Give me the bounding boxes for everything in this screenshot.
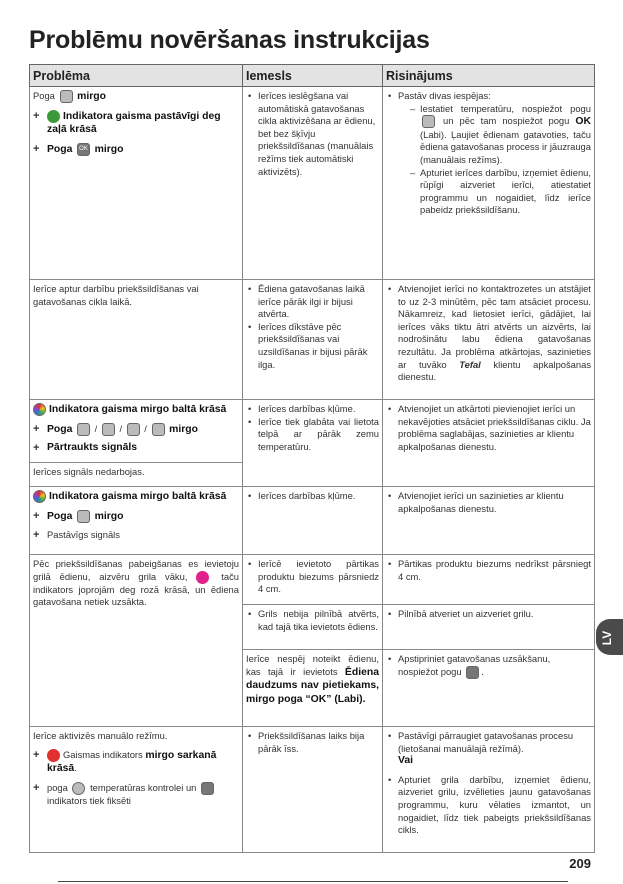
header-problem: Problēma bbox=[30, 65, 243, 87]
solution-cell: • Pārtikas produktu biezums nedrīkst pārsniegt 4 cm. bbox=[383, 555, 595, 605]
table-row bbox=[30, 87, 595, 280]
program-button-icon bbox=[77, 423, 90, 436]
ok-button-icon bbox=[466, 666, 479, 679]
table-header-row bbox=[30, 65, 595, 87]
language-tab: LV bbox=[596, 619, 623, 655]
program-button-icon bbox=[102, 423, 115, 436]
header-solution: Risinājums bbox=[383, 65, 595, 87]
thermometer-button-icon bbox=[60, 90, 73, 103]
problem-cell: Pēc priekšsildīšanas pabeigšanas es ievietoju grilā ēdienu, aizvēru grila vāku, taču indikators joprojām deg rozā krāsā, un ēdiena gatavošana netiek uzsākta. bbox=[30, 555, 243, 727]
cause-cell: • Ēdiena gatavošanas laikā ierīce pārāk ilgi ir bijusi atvērta. • Ierīces dīkstāve pēc priekšsildīšanas vai uzsildīšanas ir bijusi pārāk ilga. bbox=[243, 280, 383, 400]
thermometer-button-icon bbox=[422, 115, 435, 128]
solution-cell: • Atvienojiet un atkārtoti pievienojiet ierīci un nekavējoties atsāciet priekšsildīšanas ciklu. Ja problēma saglabājas, sazinieties ar klientu apkalpošanas dienestu. bbox=[383, 400, 595, 487]
cause-cell: • Ierīces darbības kļūme. bbox=[243, 487, 383, 555]
solution-cell: • Atvienojiet ierīci un sazinieties ar klientu apkalpošanas dienestu. bbox=[383, 487, 595, 555]
cause-cell: Ierīce nespēj noteikt ēdienu, kas tajā ir ievietots Ēdiena daudzums nav pietiekams, mirgo poga “OK” (Labi). bbox=[243, 650, 383, 727]
program-button-icon bbox=[77, 510, 90, 523]
problem-cell: Poga mirgo + Indikatora gaisma pastāvīgi deg zaļā krāsā + Poga OK mirgo bbox=[30, 87, 243, 280]
troubleshooting-table bbox=[29, 64, 595, 853]
table-row bbox=[30, 487, 595, 555]
table-row bbox=[30, 280, 595, 400]
solution-cell: • Apstipriniet gatavošanas uzsākšanu, nospiežot pogu . bbox=[383, 650, 595, 727]
pink-indicator-icon bbox=[196, 571, 209, 584]
header-cause: Iemesls bbox=[243, 65, 383, 87]
solution-cell: • Pastāvīgi pārraugiet gatavošanas procesu (lietošanai manuālajā režīmā). Vai • Apturiet grila darbību, izņemiet ēdienu, aizveriet grilu, izvēlieties jaunu gatavošanas programmu, kuru vēlaties izmantot, un nogaidiet, līdz tiek pabeigts priekšsildīšanas cikls. bbox=[383, 727, 595, 853]
solution-cell: • Atvienojiet ierīci no kontaktrozetes un atstājiet to uz 2-3 minūtēm, pēc tam atsāciet procesu. Nākamreiz, kad lietosiet ierīci, gādājiet, lai ierīces vāks tiktu ātri atvērts un aizvērts, lai nodrošinātu labu ēdiena gatavošanas rezultātu. Ja problēma atkārtojas, sazinieties ar tuvāko Tefal klientu apkalpošanas dienestu. bbox=[383, 280, 595, 400]
problem-cell: Indikatora gaisma mirgo baltā krāsā + Poga mirgo + Pastāvīgs signāls bbox=[30, 487, 243, 555]
white-indicator-icon bbox=[33, 403, 46, 416]
cause-cell: • Ierīcē ievietoto pārtikas produktu biezums pārsniedz 4 cm. bbox=[243, 555, 383, 605]
cause-cell: • Ierīces darbības kļūme. • Ierīce tiek glabāta vai lietota telpā ar pārāk zemu temperatūru. bbox=[243, 400, 383, 487]
footer-rule bbox=[58, 881, 568, 882]
white-indicator-icon bbox=[33, 490, 46, 503]
red-indicator-icon bbox=[47, 749, 60, 762]
page-title: Problēmu novēršanas instrukcijas bbox=[29, 26, 430, 54]
table-row bbox=[30, 727, 595, 853]
problem-cell: Ierīce aptur darbību priekšsildīšanas vai gatavošanas cikla laikā. bbox=[30, 280, 243, 400]
program-button-icon bbox=[152, 423, 165, 436]
temperature-knob-icon bbox=[72, 782, 85, 795]
solution-cell: • Pilnībā atveriet un aizveriet grilu. bbox=[383, 605, 595, 650]
table-row bbox=[30, 400, 595, 463]
page-number: 209 bbox=[569, 856, 591, 871]
problem-cell: Indikatora gaisma mirgo baltā krāsā + Poga / / / mirgo + Pārtraukts signāls bbox=[30, 400, 243, 463]
solution-cell: • Pastāv divas iespējas: – Iestatiet temperatūru, nospiežot pogu un pēc tam nospiežot pogu OK (Labi). Ļaujiet ēdienam gatavoties, taču ēdiena gatavošanas process ir jāuzrauga (manuālais režīms). – Apturiet ierīces darbību, izņemiet ēdienu, rūpīgi aizveriet ierīci, atiestatiet programmu un nogaidiet, līdz ierīce pabeidz priekšsildīšanu. bbox=[383, 87, 595, 280]
program-button-icon bbox=[127, 423, 140, 436]
cause-cell: • Priekšsildīšanas laiks bija pārāk īss. bbox=[243, 727, 383, 853]
ok-button-icon bbox=[201, 782, 214, 795]
problem-cell: Ierīce aktivizēs manuālo režīmu. + Gaismas indikators mirgo sarkanā krāsā. + poga temperatūras kontrolei un indikators tiek fiksēti bbox=[30, 727, 243, 853]
problem-sub-cell: Ierīces signāls nedarbojas. bbox=[30, 463, 243, 487]
cause-cell: • Grils nebija pilnībā atvērts, kad tajā tika ievietots ēdiens. bbox=[243, 605, 383, 650]
cause-cell: • Ierīces ieslēgšana vai automātiskā gatavošanas cikla aktivizēšana ar ēdienu, bet bez šķīvju priekšsildīšanas (manuālais režīms tiek automātiski aktivizēts). bbox=[243, 87, 383, 280]
ok-button-icon: OK bbox=[77, 143, 90, 156]
green-indicator-icon bbox=[47, 110, 60, 123]
table-row bbox=[30, 555, 595, 605]
